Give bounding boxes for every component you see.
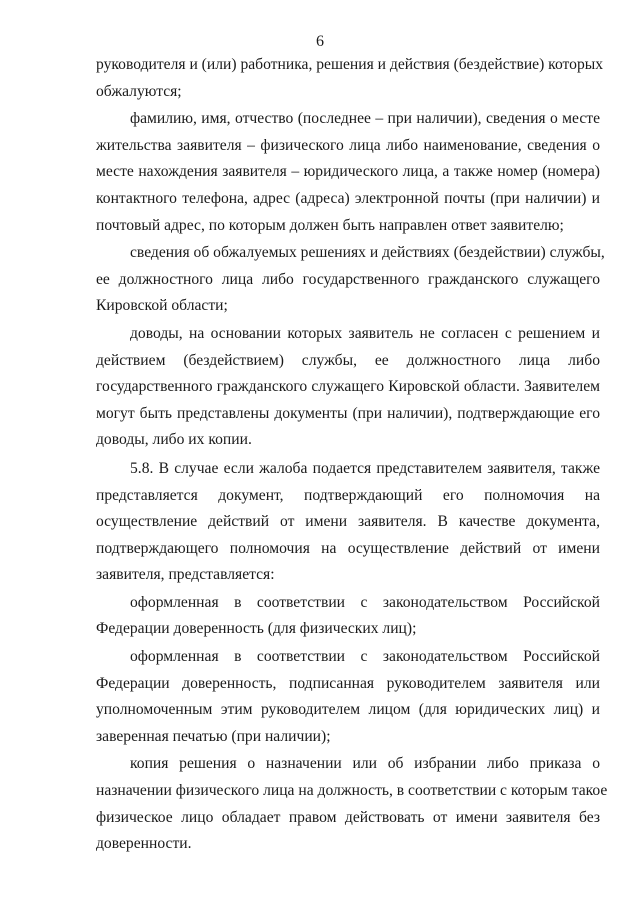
text-line: подтверждающего полномочия на осуществление действий от имени xyxy=(96,539,600,557)
text-line: назначении физического лица на должность, в соответствии с которым такое xyxy=(96,782,608,800)
text-line: доверенности. xyxy=(96,835,192,853)
text-line: Кировской области; xyxy=(96,297,228,315)
text-line: могут быть представлены документы (при наличии), подтверждающие его xyxy=(96,404,600,422)
text-line: почтовый адрес, по которым должен быть направлен ответ заявителю; xyxy=(96,216,564,234)
text-line: оформленная в соответствии с законодательством Российской xyxy=(130,593,600,611)
paragraph-section-5-8 xyxy=(96,456,600,589)
text-line: руководителя и (или) работника, решения и действия (бездействие) которых xyxy=(96,56,604,73)
text-line: контактного телефона, адрес (адреса) электронной почты (при наличии) и xyxy=(96,189,600,207)
text-line: осуществление действий от имени заявителя. В качестве документа, xyxy=(96,513,600,531)
paragraph-power-of-attorney-individuals xyxy=(96,590,600,643)
paragraph-power-of-attorney-legal-entities xyxy=(96,644,600,750)
text-line: государственного гражданского служащего Кировской области. Заявителем xyxy=(96,378,600,396)
text-line: заявителя, представляется: xyxy=(96,566,275,584)
text-line: обжалуются; xyxy=(96,82,182,100)
text-line: сведения об обжалуемых решениях и действиях (бездействии) службы, xyxy=(130,244,605,262)
text-line: 5.8. В случае если жалоба подается представителем заявителя, также xyxy=(130,459,600,477)
text-line: заверенная печатью (при наличии); xyxy=(96,727,331,745)
text-line: уполномоченным этим руководителем лицом (для юридических лиц) и xyxy=(96,701,600,719)
text-line: месте нахождения заявителя – юридического лица, а также номер (номера) xyxy=(96,163,600,181)
document-body xyxy=(96,52,608,859)
text-line: копия решения о назначении или об избрании либо приказа о xyxy=(130,755,600,773)
text-line: доводы, на основании которых заявитель не согласен с решением и xyxy=(130,324,600,342)
text-line: физическое лицо обладает правом действовать от имени заявителя без xyxy=(96,808,600,826)
text-line: ее должностного лица либо государственного гражданского служащего xyxy=(96,270,600,288)
text-line: действием (бездействием) службы, ее должностного лица либо xyxy=(96,351,600,369)
text-line: фамилию, имя, отчество (последнее – при наличии), сведения о месте xyxy=(130,110,600,128)
text-line: Федерации доверенность (для физических лиц); xyxy=(96,620,417,638)
text-line: жительства заявителя – физического лица либо наименование, сведения о xyxy=(96,136,600,154)
text-line: Федерации доверенность, подписанная руководителем заявителя или xyxy=(96,674,600,692)
paragraph-appealed-decisions xyxy=(96,240,605,320)
paragraph-appointment-decision-copy xyxy=(96,751,608,857)
paragraph-continuation xyxy=(96,52,604,105)
text-line: представляется документ, подтверждающий его полномочия на xyxy=(96,486,600,504)
page-number: 6 xyxy=(316,33,324,50)
paragraph-arguments xyxy=(96,321,600,454)
text-line: оформленная в соответствии с законодательством Российской xyxy=(130,648,600,666)
paragraph-applicant-details xyxy=(96,106,600,239)
text-line: доводы, либо их копии. xyxy=(96,431,252,449)
